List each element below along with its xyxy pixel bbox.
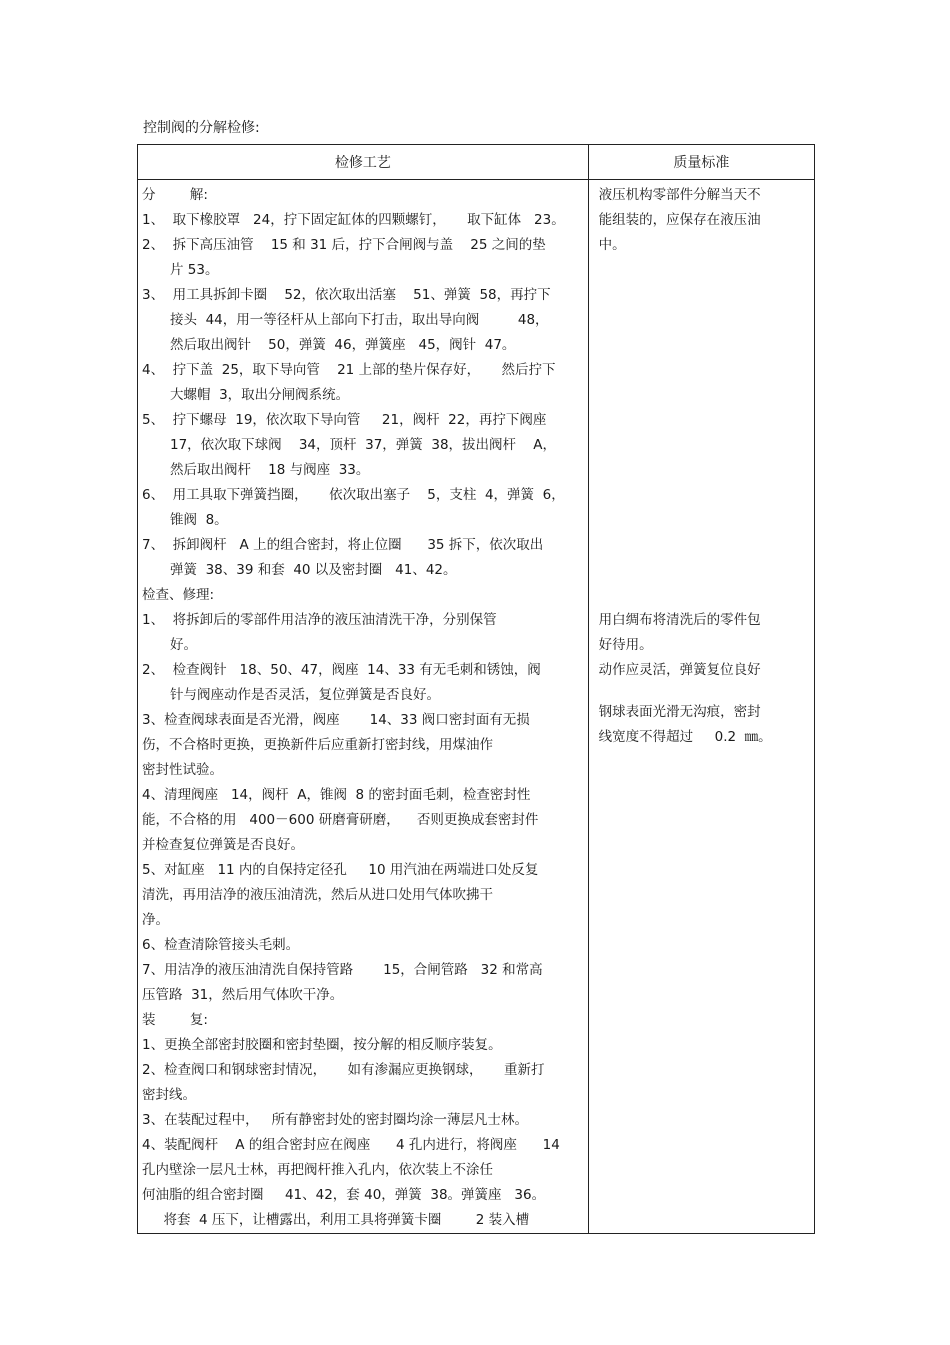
standard-gap [599,683,806,700]
procedure-line: 6、检查清除管接头毛刺。 [142,937,300,953]
procedure-line: 6、 用工具取下弹簧挡圈， 依次取出塞子 5，支柱 4，弹簧 6， [142,487,565,503]
standard-line: 能组装的，应保存在液压油 [598,212,761,228]
procedure-line: 孔内壁涂一层凡士林，再把阀杆推入孔内，依次装上不涂任 [142,1162,493,1178]
standard-line: 钢球表面光滑无沟痕，密封 [598,704,761,720]
procedure-line: 3、 用工具拆卸卡圈 52，依次取出活塞 51、弹簧 58，再拧下 [142,287,551,303]
procedure-line: 伤，不合格时更换，更换新件后应重新打密封线，用煤油作 [142,737,493,753]
standard-line: 线宽度不得超过 0.2 ㎜。 [598,729,772,745]
procedure-line: 能，不合格的用 400－600 研磨膏研磨， 否则更换成套密封件 [142,812,539,828]
procedure-line: 2、 检查阀针 18、50、47，阀座 14、33 有无毛刺和锈蚀，阀 [142,662,541,678]
standard-spacer [599,258,806,608]
procedure-line: 然后取出阀针 50，弹簧 46，弹簧座 45，阀针 47。 [170,337,516,353]
procedure-line: 1、 取下橡胶罩 24，拧下固定缸体的四颗螺钉， 取下缸体 23。 [142,212,565,228]
procedure-line: 检查、修理: [142,587,215,603]
procedure-line: 装 复: [142,1012,208,1028]
procedure-line: 1、更换全部密封胶圈和密封垫圈，按分解的相反顺序装复。 [142,1037,502,1053]
procedure-line: 5、对缸座 11 内的自保持定径孔 10 用汽油在两端进口处反复 [142,862,539,878]
standard-line: 中。 [598,237,626,253]
standard-cell [588,180,814,1234]
procedure-line: 压管路 31，然后用气体吹干净。 [142,987,344,1003]
procedure-line: 大螺帽 3，取出分闸阀系统。 [170,387,350,403]
procedure-line: 2、检查阀口和钢球密封情况， 如有渗漏应更换钢球， 重新打 [142,1062,545,1078]
repair-table [137,144,815,1234]
procedure-line: 17，依次取下球阀 34，顶杆 37，弹簧 38，拔出阀杆 A， [170,437,556,453]
standard-line: 液压机构零部件分解当天不 [598,187,761,203]
procedure-cell [138,180,589,1234]
procedure-line: 何油脂的组合密封圈 41、42，套 40，弹簧 38。弹簧座 36。 [142,1187,546,1203]
procedure-line: 并检查复位弹簧是否良好。 [142,837,304,853]
procedure-line: 好。 [170,637,197,653]
procedure-line: 净。 [142,912,169,928]
table-header-row [138,145,815,180]
procedure-line: 将套 4 压下，让槽露出，利用工具将弹簧卡圈 2 装入槽 [142,1212,530,1228]
procedure-line: 密封线。 [142,1087,196,1103]
procedure-line: 分 解: [142,187,208,203]
procedure-line: 1、 将拆卸后的零部件用洁净的液压油清洗干净，分别保管 [142,612,497,628]
standard-line: 动作应灵活，弹簧复位良好 [598,662,761,678]
table-row [138,180,815,1234]
procedure-line: 7、用洁净的液压油清洗自保持管路 15，合闸管路 32 和常高 [142,962,543,978]
procedure-line: 2、 拆下高压油管 15 和 31 后，拧下合闸阀与盖 25 之间的垫 [142,237,546,253]
procedure-line: 3、检查阀球表面是否光滑，阀座 14、33 阀口密封面有无损 [142,712,530,728]
procedure-line: 5、 拧下螺母 19，依次取下导向管 21，阀杆 22，再拧下阀座 [142,412,547,428]
procedure-line: 弹簧 38、39 和套 40 以及密封圈 41、42。 [170,562,457,578]
procedure-line: 锥阀 8。 [170,512,228,528]
procedure-line: 密封性试验。 [142,762,223,778]
procedure-line: 然后取出阀杆 18 与阀座 33。 [170,462,370,478]
procedure-line: 清洗，再用洁净的液压油清洗，然后从进口处用气体吹拂干 [142,887,493,903]
header-standard: 质量标准 [588,145,814,180]
header-procedure: 检修工艺 [138,145,589,180]
procedure-line: 4、装配阀杆 A 的组合密封应在阀座 4 孔内进行，将阀座 14 [142,1137,560,1153]
procedure-line: 片 53。 [170,262,219,278]
document-title: 控制阀的分解检修: [143,120,260,136]
procedure-line: 4、清理阀座 14，阀杆 A，锥阀 8 的密封面毛刺，检查密封性 [142,787,531,803]
procedure-line: 针与阀座动作是否灵活，复位弹簧是否良好。 [170,687,440,703]
procedure-line: 4、 拧下盖 25，取下导向管 21 上部的垫片保存好， 然后拧下 [142,362,556,378]
procedure-line: 接头 44，用一等径杆从上部向下打击，取出导向阀 48， [170,312,549,328]
procedure-line: 3、在装配过程中， 所有静密封处的密封圈均涂一薄层凡士林。 [142,1112,528,1128]
standard-line: 用白绸布将清洗后的零件包 [598,612,761,628]
standard-line: 好待用。 [598,637,653,653]
procedure-line: 7、 拆卸阀杆 A 上的组合密封，将止位圈 35 拆下，依次取出 [142,537,544,553]
